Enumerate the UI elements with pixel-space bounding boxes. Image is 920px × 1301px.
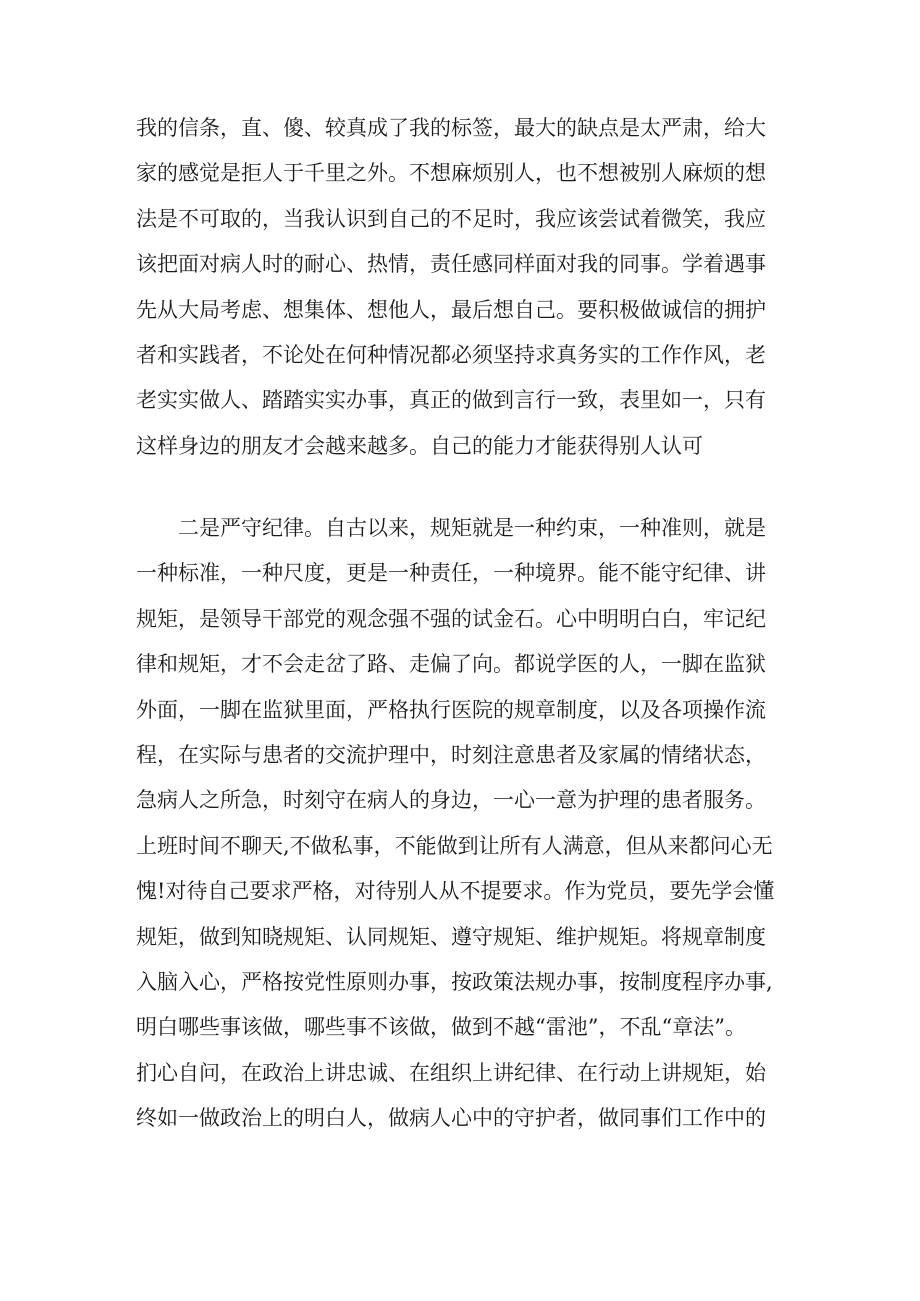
paragraph-line: 者和实践者，不论处在何种情况都必须坚持求真务实的工作作风，老	[136, 342, 766, 367]
paragraph-line: 外面，一脚在监狱里面，严格执行医院的规章制度，以及各项操作流	[136, 697, 766, 722]
paragraph-line: 上班时间不聊天,不做私事，不能做到让所有人满意，但从来都问心无	[136, 833, 773, 858]
paragraph-line: 明白哪些事该做，哪些事不该做，做到不越“雷池”，不乱“章法”。	[136, 1015, 746, 1040]
paragraph-line: 先从大局考虑、想集体、想他人，最后想自己。要积极做诚信的拥护	[136, 297, 766, 322]
paragraph-line: 规矩，做到知晓规矩、认同规矩、遵守规矩、维护规矩。将规章制度	[136, 924, 766, 949]
paragraph-line: 规矩，是领导干部党的观念强不强的试金石。心中明明白白，牢记纪	[136, 606, 766, 631]
paragraph-line: 一种标准，一种尺度，更是一种责任，一种境界。能不能守纪律、讲	[136, 561, 766, 586]
paragraph-line: 程，在实际与患者的交流护理中，时刻注意患者及家属的情绪状态，	[136, 742, 766, 767]
paragraph-line: 终如一做政治上的明白人，做病人心中的守护者，做同事们工作中的	[136, 1106, 766, 1131]
paragraph-line: 老实实做人、踏踏实实办事，真正的做到言行一致，表里如一，只有	[136, 388, 766, 413]
paragraph-line: 法是不可取的，当我认识到自己的不足时，我应该尝试着微笑，我应	[136, 206, 766, 231]
paragraph-line: 家的感觉是拒人于千里之外。不想麻烦别人，也不想被别人麻烦的想	[136, 161, 766, 186]
paragraph-line: 愧!对待自己要求严格，对待别人从不提要求。作为党员，要先学会懂	[136, 879, 775, 904]
paragraph-line: 入脑入心，严格按党性原则办事，按政策法规办事，按制度程序办事,	[136, 969, 773, 994]
paragraph-line: 律和规矩，才不会走岔了路、走偏了向。都说学医的人，一脚在监狱	[136, 652, 766, 677]
paragraph-2	[136, 506, 796, 1141]
paragraph-first-line: 二是严守纪律。自古以来，规矩就是一种约束，一种准则，就是	[178, 516, 766, 540]
paragraph-line: 该把面对病人时的耐心、热情，责任感同样面对我的同事。学着遇事	[136, 252, 766, 277]
paragraph-1	[136, 106, 796, 469]
paragraph-line: 扪心自问，在政治上讲忠诚、在组织上讲纪律、在行动上讲规矩，始	[136, 1060, 766, 1085]
paragraph-line: 我的信条，直、傻、较真成了我的标签，最大的缺点是太严肃，给大	[136, 116, 766, 140]
paragraph-line: 这样身边的朋友才会越来越多。自己的能力才能获得别人认可	[136, 433, 703, 458]
paragraph-line: 急病人之所急，时刻守在病人的身边，一心一意为护理的患者服务。	[136, 788, 766, 813]
